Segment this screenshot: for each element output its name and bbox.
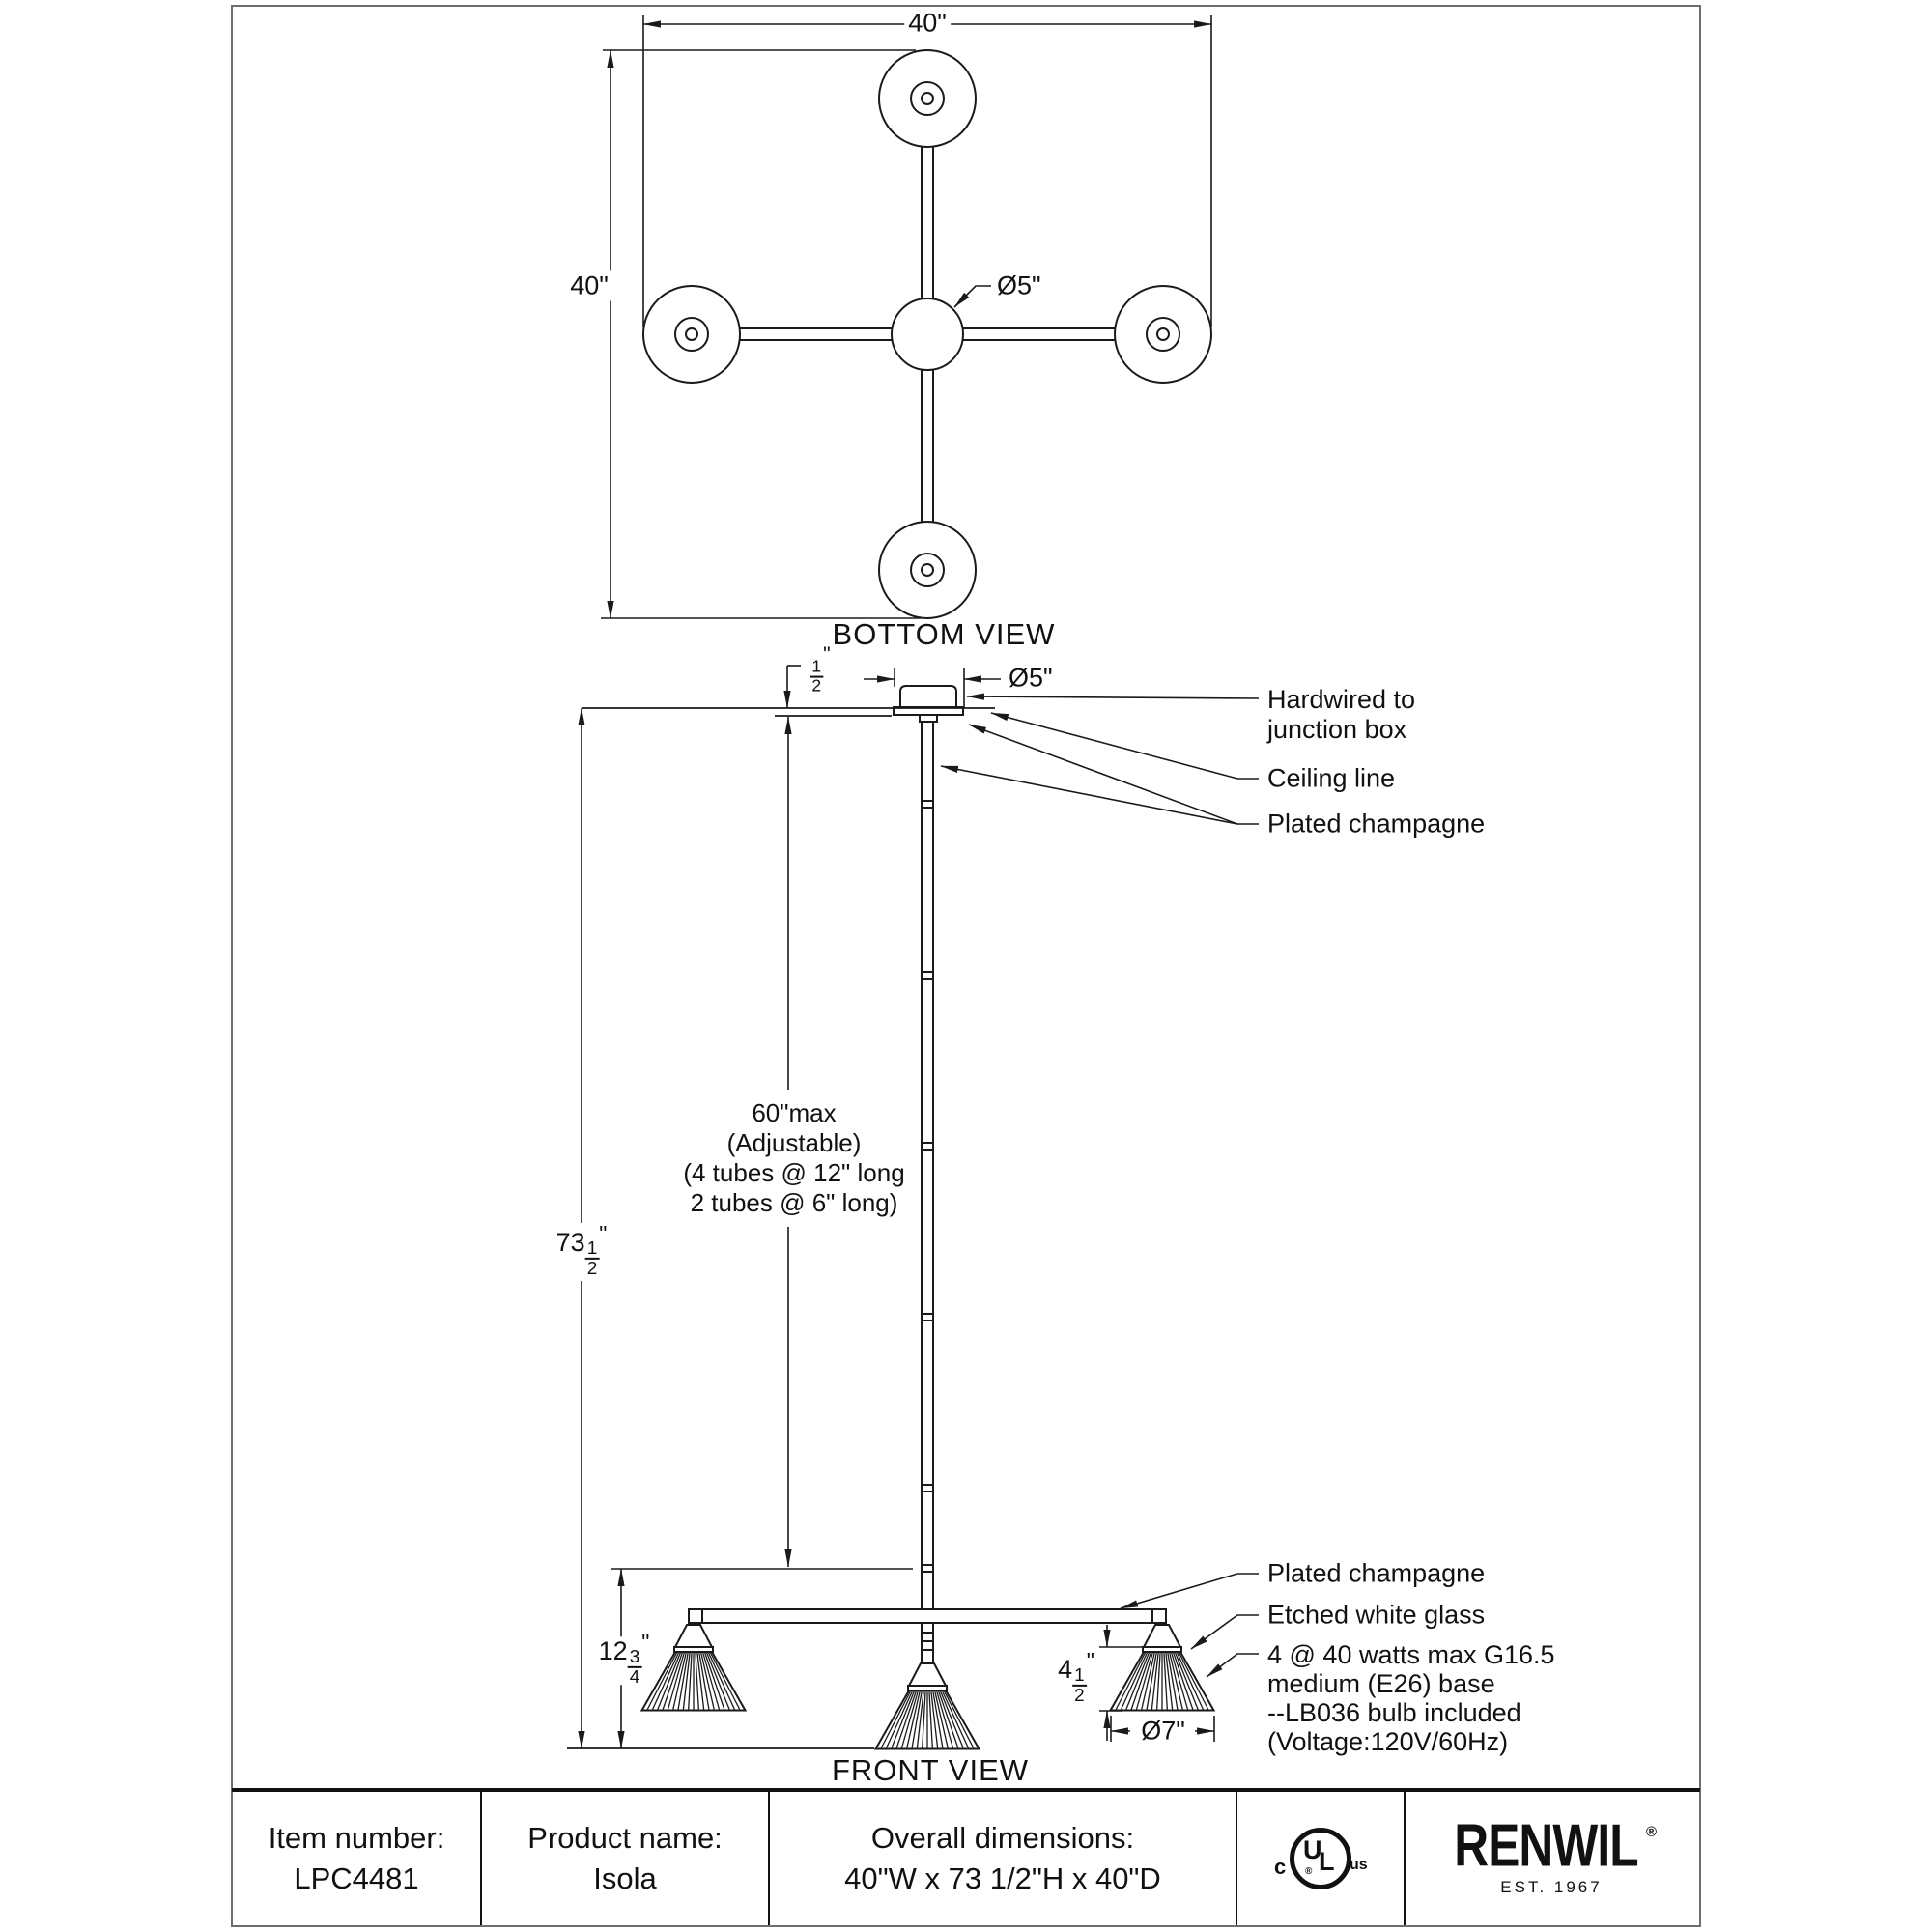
callout-hardwired: Hardwired to junction box [1267, 685, 1416, 744]
rod-adjustable-note: 60"max (Adjustable) (4 tubes @ 12" long 2 tubes @ 6" long) [679, 1098, 908, 1218]
bottom-view-shade-right [1115, 286, 1211, 383]
callout-etched-glass: Etched white glass [1267, 1600, 1486, 1630]
dim-canopy-dia-front: Ø5" [1009, 663, 1053, 693]
dim-shade-dia: Ø7" [1137, 1716, 1189, 1746]
overall-dimensions-value: 40"W x 73 1/2"H x 40"D [844, 1861, 1161, 1895]
bottom-view-shade-left [643, 286, 740, 383]
front-view-canopy [900, 686, 956, 707]
ul-certification-icon: U L ® c us [1290, 1828, 1351, 1889]
bottom-view-arms [740, 147, 1115, 522]
front-view-title: FRONT VIEW [831, 1753, 1030, 1788]
dim-overall-height: 73 $\frac{1}{2}$ " [553, 1228, 611, 1276]
dim-fixture-height: 12 $\frac{3}{4}$ " [595, 1636, 654, 1685]
callout-bulb-spec: 4 @ 40 watts max G16.5 medium (E26) base --LB036 bulb included (Voltage:120V/60Hz) [1267, 1640, 1555, 1756]
dim-shade-height: 4 $\frac{1}{2}$ " [1058, 1648, 1094, 1707]
overall-dimensions-label: Overall dimensions: [870, 1821, 1135, 1855]
callout-plated-champagne-top: Plated champagne [1267, 809, 1486, 838]
shade-pleat-stripes [647, 1648, 1208, 1748]
dim-height-40: 40" [566, 270, 612, 300]
title-block-dimensions-cell [769, 1792, 1236, 1925]
title-block-item-cell [232, 1792, 481, 1925]
renwil-logo [1446, 1812, 1658, 1897]
callout-ceiling-line: Ceiling line [1267, 763, 1396, 793]
brand-registered-mark: ® [1645, 1824, 1658, 1840]
callout-plated-champagne-bottom: Plated champagne [1267, 1558, 1486, 1588]
title-block-product-cell [481, 1792, 769, 1925]
bottom-view-canopy [892, 298, 963, 370]
bottom-view-drawing [643, 50, 1211, 618]
bottom-view-dimensions [601, 15, 1211, 618]
dim-canopy-dia-bottom: Ø5" [997, 270, 1041, 300]
dim-canopy-offset: $\frac{1}{2}$ " [811, 642, 831, 696]
product-name-label: Product name: [527, 1821, 723, 1855]
front-view-dimensions [567, 666, 1259, 1748]
brand-established: EST. 1967 [1500, 1878, 1603, 1896]
center-stem [922, 1623, 933, 1663]
bottom-view-shade-bottom [879, 522, 976, 618]
bottom-view-shade-top [879, 50, 976, 147]
brand-name: RENWIL [1454, 1812, 1638, 1880]
fixture-bar [689, 1609, 1166, 1623]
pendant-rod [922, 722, 933, 1609]
page-border [232, 6, 1700, 1926]
dim-width-40: 40" [904, 8, 951, 38]
item-number-label: Item number: [268, 1821, 445, 1855]
item-number-value: LPC4481 [294, 1861, 419, 1895]
product-name-value: Isola [593, 1861, 657, 1895]
bottom-view-title: BOTTOM VIEW [832, 617, 1056, 652]
